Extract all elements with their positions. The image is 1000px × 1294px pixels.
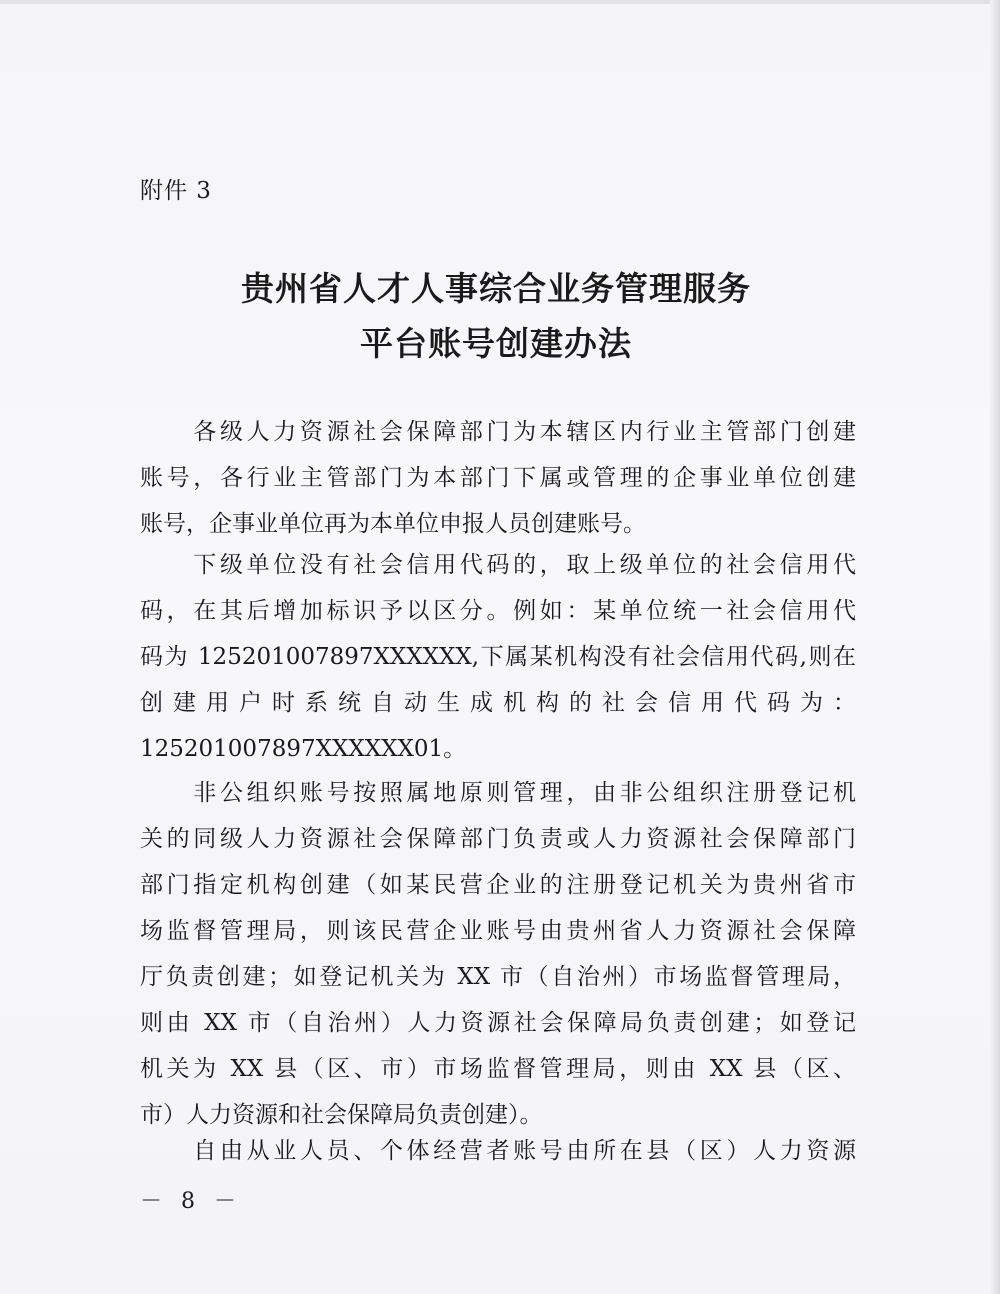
attachment-label: 附件 3 xyxy=(140,178,212,204)
paragraph-line: 非公组织账号按照属地原则管理，由非公组织注册登记机 xyxy=(140,780,856,806)
paragraph-3 xyxy=(140,770,856,1138)
paragraph-2 xyxy=(140,542,856,772)
document-title-line-2: 平台账号创建办法 xyxy=(360,324,632,363)
paragraph-line: 码为 125201007897XXXXXX,下属某机构没有社会信用代码,则在 xyxy=(140,644,856,670)
paragraph-1 xyxy=(140,409,856,547)
paragraph-line: 账号，企事业单位再为本单位申报人员创建账号。 xyxy=(140,511,646,537)
paragraph-line: 码，在其后增加标识予以区分。例如：某单位统一社会信用代 xyxy=(140,598,856,624)
page-right-edge xyxy=(990,0,1000,1294)
page-number: － 8 － xyxy=(140,1189,242,1214)
paragraph-line: 场监督管理局，则该民营企业账号由贵州省人力资源社会保障 xyxy=(140,918,856,944)
paragraph-line: 则由 XX 市（自治州）人力资源社会保障局负责创建；如登记 xyxy=(140,1010,856,1036)
paragraph-line: 账号，各行业主管部门为本部门下属或管理的企事业单位创建 xyxy=(140,465,856,491)
paragraph-4 xyxy=(140,1128,856,1174)
paragraph-line: 关的同级人力资源社会保障部门负责或人力资源社会保障部门 xyxy=(140,826,856,852)
paragraph-line: 机关为 XX 县（区、市）市场监督管理局，则由 XX 县（区、 xyxy=(140,1056,856,1082)
paragraph-line: 125201007897XXXXXX01。 xyxy=(140,736,467,762)
paragraph-line: 下级单位没有社会信用代码的，取上级单位的社会信用代 xyxy=(140,552,856,578)
page-top-edge xyxy=(0,0,1000,4)
paragraph-line: 厅负责创建；如登记机关为 XX 市（自治州）市场监督管理局， xyxy=(140,964,856,990)
paragraph-line: 部门指定机构创建（如某民营企业的注册登记机关为贵州省市 xyxy=(140,872,856,898)
paragraph-line: 市）人力资源和社会保障局负责创建）。 xyxy=(140,1102,543,1128)
document-title-line-1: 贵州省人才人事综合业务管理服务 xyxy=(241,269,751,308)
paragraph-line: 自由从业人员、个体经营者账号由所在县（区）人力资源 xyxy=(140,1138,856,1164)
paragraph-line: 创建用户时系统自动生成机构的社会信用代码为： xyxy=(140,690,856,716)
paragraph-line: 各级人力资源社会保障部门为本辖区内行业主管部门创建 xyxy=(140,419,856,445)
